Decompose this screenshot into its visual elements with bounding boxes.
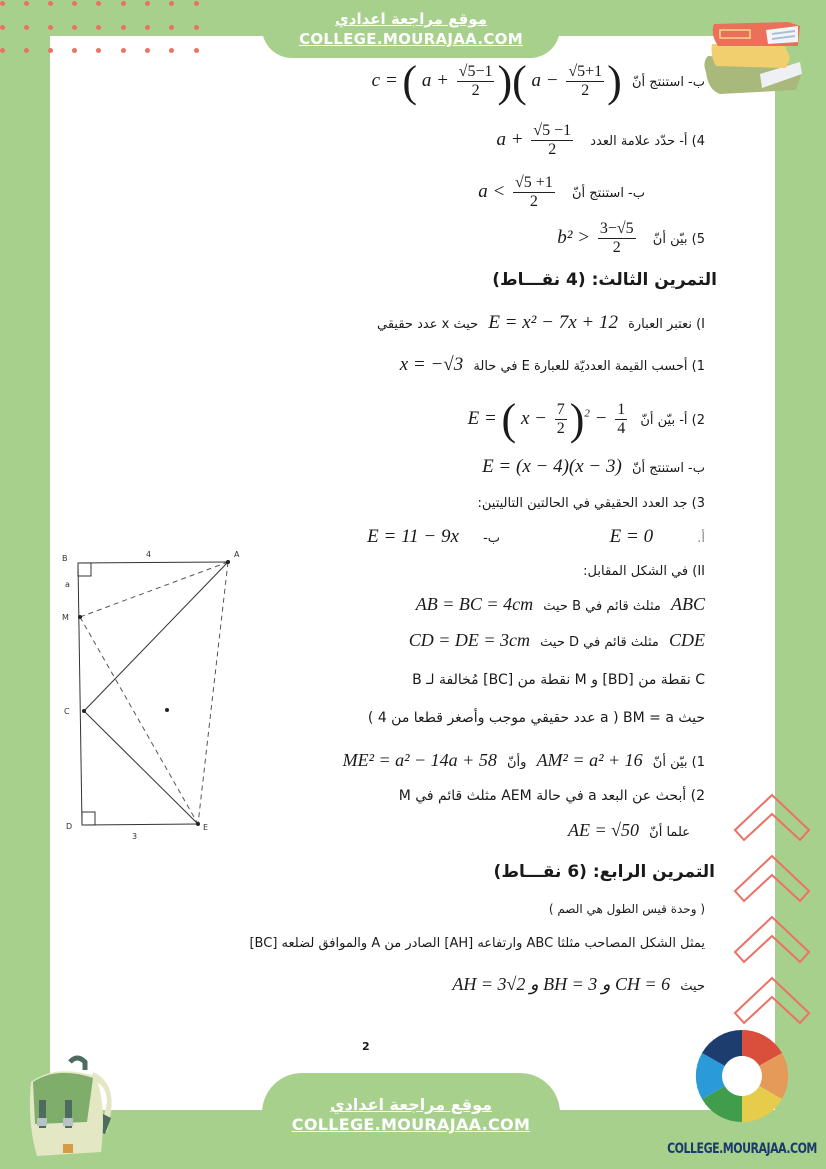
label-side-DE: 3 <box>132 832 138 841</box>
ex3-q1: 1) أحسب القيمة العدديّة للعبارة E في حالة x = −√3 <box>399 354 705 375</box>
ex3-fact2: CDE مثلث قائم في D حيث CD = DE = 3cm <box>408 630 705 650</box>
label-a: a <box>65 580 70 589</box>
ex2-q4a: 4) أ- حدّد علامة العدد a + $\frac{√5 -1}{2}$ <box>496 122 705 158</box>
ex2-q3b: ب- استنتج أنّ c = ( a + $\frac{√5-1}{2}$ )( a − $\frac{√5+1}{2}$ ) <box>371 57 705 106</box>
chevron-up-decoration-icon <box>732 790 812 1050</box>
label-D: D <box>66 822 73 831</box>
ex2-q5: 5) بيّن أنّ b² > $\frac{3-√5}{2}$ <box>557 220 705 256</box>
label-C: C <box>64 707 70 716</box>
label-A: A <box>234 550 240 559</box>
ex3-q3a: أ. E = 0 <box>609 526 705 547</box>
frame-left-band <box>0 0 50 1169</box>
ex4-unit-note: ( وحدة قيس الطول هي الصم ) <box>548 902 705 916</box>
backpack-icon <box>15 1052 115 1157</box>
ex4-statement-line2: حيث AH = 3√2 و BH = 3 و CH = 6 <box>452 974 705 994</box>
label-E: E <box>203 823 209 832</box>
site-name-ar: موقع مراجعة اعدادي <box>335 10 487 28</box>
ex2-q4b: ب- استنتج أنّ a < $\frac{√5 +1}{2}$ <box>478 174 645 210</box>
exercise3-title: التمرين الثالث: (4 نقـــاط) <box>492 270 717 290</box>
site-url-link[interactable]: COLLEGE.MOURAJAA.COM <box>299 30 523 48</box>
label-B: B <box>62 554 68 563</box>
ex3-fact1: ABC مثلث قائم في B حيث AB = BC = 4cm <box>415 594 705 614</box>
label-side-AB: 4 <box>146 550 152 559</box>
ex3-q2a: 2) أ- بيّن أنّ E = ( x − $\frac{7}{2}$ )$^2$ − $\frac{1}{4}$ <box>467 395 705 444</box>
ex3-part2-q2: 2) أبحث عن البعد a في حالة AEM مثلث قائم في M <box>398 788 705 804</box>
ex3-q3b: ب- E = 11 − 9x <box>367 526 500 547</box>
footer-site-banner[interactable] <box>262 1073 560 1143</box>
ex3-fact4: حيث BM = a ( a عدد حقيقي موجب وأصغر قطعا من 4 ) <box>367 710 705 726</box>
ex3-part2-label: II) في الشكل المقابل: <box>583 564 705 579</box>
footer-site-name-ar: موقع مراجعة اعدادي <box>329 1095 493 1114</box>
ex3-q2b: ب- استنتج أنّ E = (x − 4)(x − 3) <box>482 456 705 477</box>
ex3-q3: 3) جد العدد الحقيقي في الحالتين التاليتين: <box>477 496 705 511</box>
ex3-fact3: C نقطة من [BD] و M نقطة من [BC] مُخالفة لـ B <box>412 672 705 688</box>
label-M: M <box>62 613 69 622</box>
footer-site-url-link[interactable]: COLLEGE.MOURAJAA.COM <box>291 1115 531 1134</box>
ex3-part1-intro: I) نعتبر العبارة E = x² − 7x + 12 حيث x عدد حقيقي <box>377 312 705 333</box>
school-subjects-logo-icon <box>694 1024 790 1139</box>
ex3-part2-given: علما أنّ AE = √50 <box>568 820 690 840</box>
ex4-statement-line1: يمثل الشكل المصاحب مثلثا ABC وارتفاعه [AH] الصادر من A والموافق لضلعه [BC] <box>249 936 705 951</box>
exercise4-title: التمرين الرابع: (6 نقـــاط) <box>493 862 715 882</box>
page-number: 2 <box>362 1040 370 1053</box>
footer-logo-text: COLLEGE.MOURAJAA.COM <box>667 1140 817 1157</box>
geometry-figure <box>60 545 250 845</box>
ex3-part2-q1: 1) بيّن أنّ AM² = a² + 16 وأنّ ME² = a² − 14a + 58 <box>342 750 705 770</box>
